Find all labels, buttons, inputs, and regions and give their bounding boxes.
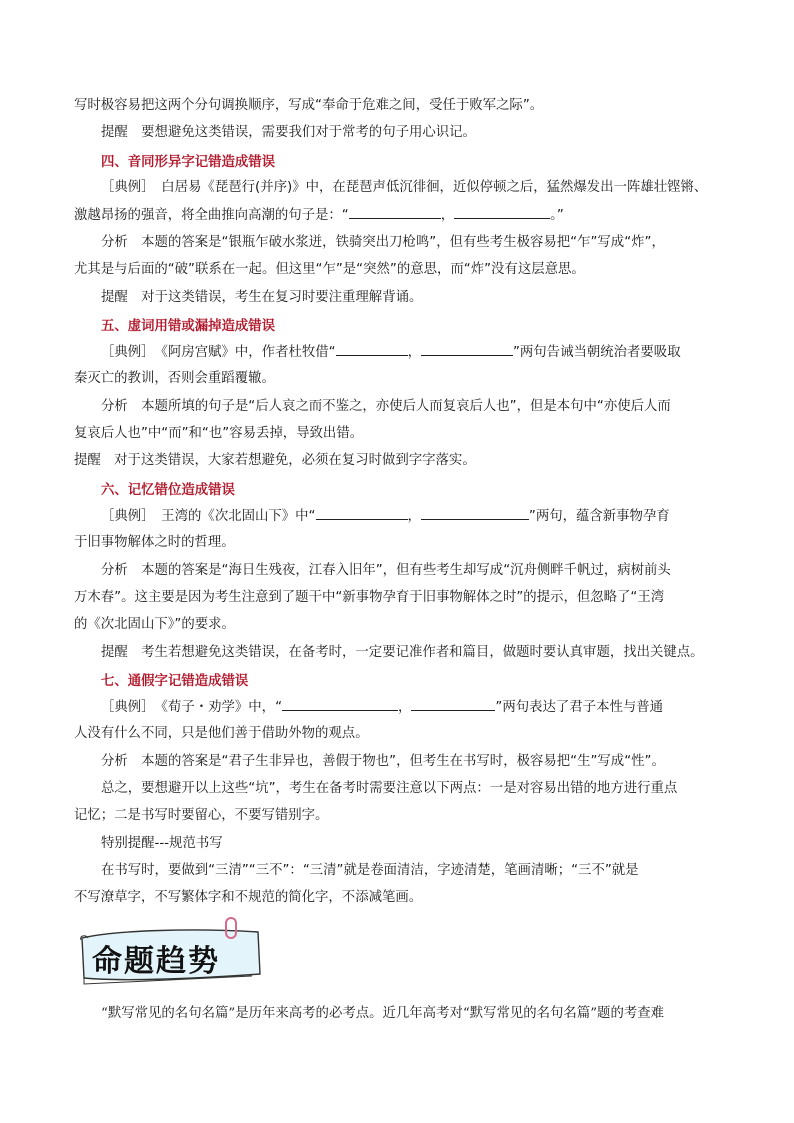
text: ［典例］ 《阿房宫赋》中，作者杜牧借“ bbox=[101, 345, 336, 360]
summary-line: 总之，要想避开以上这些“坑”，考生在备考时需要注意以下两点：一是对容易出错的地方进行重点 bbox=[101, 781, 678, 796]
example-line: 人没有什么不同，只是他们善于借助外物的观点。 bbox=[74, 726, 369, 741]
text: 。” bbox=[550, 208, 564, 223]
text-line: 写时极容易把这两个分句调换顺序，写成“奉命于危难之间，受任于败军之际”。 bbox=[74, 98, 544, 113]
text: ， bbox=[407, 345, 421, 360]
example-line: 秦灭亡的教训，否则会重蹈覆辙。 bbox=[74, 371, 275, 386]
text: ， bbox=[398, 700, 412, 715]
analysis-line: 分析 本题的答案是“君子生非异也，善假于物也”，但考生在书写时，极容易把“生”写成“性”。 bbox=[101, 754, 665, 769]
special-reminder-title: 特别提醒---规范书写 bbox=[101, 836, 223, 851]
tip-line: 提醒 考生若想避免这类错误，在备考时，一定要记准作者和篇目，做题时要认真审题，找出关键点。 bbox=[101, 645, 704, 660]
example-line bbox=[74, 205, 724, 226]
text: ， bbox=[440, 208, 455, 223]
answer-blank bbox=[336, 342, 408, 356]
analysis-line: 分析 本题所填的句子是“后人哀之而不鉴之，亦使后人而复哀后人也”，但是本句中“亦使后人而 bbox=[101, 399, 671, 414]
text: ［典例］ 《荀子・劝学》中，“ bbox=[101, 700, 283, 715]
section-heading-5: 五、虚词用错或漏掉造成错误 bbox=[101, 319, 276, 334]
reminder-line: 在书写时，要做到“三清”“三不”：“三清”就是卷面清洁，字迹清楚，笔画清晰；“三不”就是 bbox=[101, 863, 639, 878]
text: 激越昂扬的强音，将全曲推向高潮的句子是：“ bbox=[74, 208, 349, 223]
section-heading-4: 四、音同形异字记错造成错误 bbox=[101, 155, 276, 170]
text: ［典例］ 王湾的《次北固山下》中“ bbox=[101, 509, 316, 524]
answer-blank bbox=[316, 506, 408, 520]
analysis-line: 分析 本题的答案是“银瓶乍破水浆迸，铁骑突出刀枪鸣”，但有些考生极容易把“乍”写成“炸”， bbox=[101, 235, 665, 250]
analysis-line: 复哀后人也”中“而”和“也”容易丢掉，导致出错。 bbox=[74, 426, 364, 441]
section-heading-6: 六、记忆错位造成错误 bbox=[101, 483, 235, 498]
answer-blank bbox=[421, 342, 513, 356]
tip-line: 提醒 对于这类错误，大家若想避免，必须在复习时做到字字落实。 bbox=[74, 453, 476, 468]
summary-line: 记忆；二是书写时要留心，不要写错别字。 bbox=[74, 808, 329, 823]
answer-blank bbox=[349, 205, 441, 219]
analysis-line: 的《次北固山下》”的要求。 bbox=[74, 617, 235, 632]
text: ”两句表达了君子本性与普通 bbox=[495, 700, 664, 715]
text: ”两句告诫当朝统治者要吸取 bbox=[512, 345, 681, 360]
example-line: 于旧事物解体之时的哲理。 bbox=[74, 535, 235, 550]
answer-blank bbox=[454, 205, 550, 219]
analysis-line: 万木春”。这主要是因为考生注意到了题干中“新事物孕育于旧事物解体之时”的提示，但忽略了“王湾 bbox=[74, 590, 665, 605]
example-line bbox=[101, 506, 751, 527]
example-line bbox=[101, 342, 751, 363]
tip-line: 提醒 对于这类错误，考生在复习时要注重理解背诵。 bbox=[101, 290, 423, 305]
trend-text: “默写常见的名句名篇”是历年来高考的必考点。近几年高考对“默写常见的名句名篇”题的考查难 bbox=[101, 1006, 665, 1021]
example-line bbox=[101, 697, 751, 718]
analysis-line: 分析 本题的答案是“海日生残夜，江春入旧年”，但有些考生却写成“沉舟侧畔千帆过，病树前头 bbox=[101, 563, 671, 578]
analysis-line: 尤其是与后面的“破”联系在一起。但这里“乍”是“突然”的意思，而“炸”没有这层意思。 bbox=[74, 262, 585, 277]
trend-banner-title: 命题趋势 bbox=[92, 944, 220, 979]
answer-blank bbox=[411, 697, 495, 711]
reminder-line: 不写潦草字，不写繁体字和不规范的简化字，不添减笔画。 bbox=[74, 890, 423, 905]
answer-blank bbox=[282, 697, 398, 711]
text: ， bbox=[407, 509, 421, 524]
tip-line: 提醒 要想避免这类错误，需要我们对于常考的句子用心识记。 bbox=[101, 125, 476, 140]
text: ”两句，蕴含新事物孕育 bbox=[528, 509, 670, 524]
section-heading-7: 七、通假字记错造成错误 bbox=[101, 674, 249, 689]
example-line: ［典例］ 白居易《琵琶行(并序)》中，在琵琶声低沉徘徊，近似停顿之后，猛然爆发出一阵雄壮铿锵、 bbox=[101, 180, 708, 195]
answer-blank bbox=[421, 506, 529, 520]
